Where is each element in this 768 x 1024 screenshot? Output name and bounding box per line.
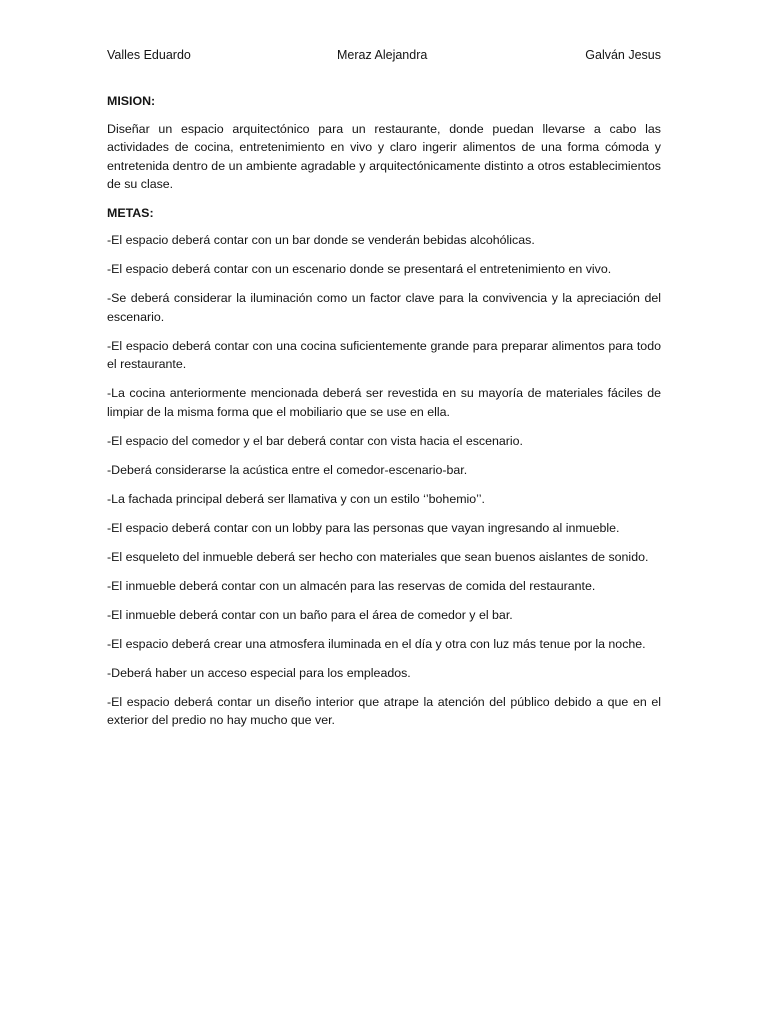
mision-heading: MISION: xyxy=(107,94,156,108)
meta-item: -El inmueble deberá contar con un almacén para las reservas de comida del restaurante. xyxy=(107,578,596,593)
meta-item: -El espacio deberá crear una atmosfera iluminada en el día y otra con luz más tenue por la noche. xyxy=(107,636,646,651)
meta-item: -El espacio deberá contar con un bar donde se venderán bebidas alcohólicas. xyxy=(107,233,535,247)
meta-item: -La fachada principal deberá ser llamativa y con un estilo ‘’bohemio’’. xyxy=(107,491,485,506)
meta-item: -El espacio deberá contar con una cocina suficientemente grande para preparar alimentos para todo el restaurante. xyxy=(107,338,661,371)
meta-item: -Se deberá considerar la iluminación como un factor clave para la convivencia y la apreciación del escenario. xyxy=(107,291,661,324)
metas-list xyxy=(107,231,661,730)
author-header xyxy=(107,46,661,64)
meta-item: -El espacio del comedor y el bar deberá contar con vista hacia el escenario. xyxy=(107,433,523,448)
author-name: Valles Eduardo xyxy=(107,48,191,62)
meta-item: -La cocina anteriormente mencionada deberá ser revestida en su mayoría de materiales fáciles de limpiar de la misma forma que el mobiliario que se use en ella. xyxy=(107,386,661,419)
mision-text: Diseñar un espacio arquitectónico para un restaurante, donde puedan llevarse a cabo las actividades de cocina, entretenimiento en vivo y claro ingerir alimentos de una forma cómoda y entretenida dentro de un ambiente agradable y arquitectónicamente distinto a otros establecimientos de su clase. xyxy=(107,121,661,191)
meta-item: -El inmueble deberá contar con un baño para el área de comedor y el bar. xyxy=(107,607,513,622)
meta-item: -El espacio deberá contar con un lobby para las personas que vayan ingresando al inmueble. xyxy=(107,520,620,535)
meta-item: -Deberá considerarse la acústica entre el comedor-escenario-bar. xyxy=(107,462,468,477)
meta-item: -El esqueleto del inmueble deberá ser hecho con materiales que sean buenos aislantes de sonido. xyxy=(107,549,649,564)
metas-heading: METAS: xyxy=(107,205,154,220)
document-body xyxy=(107,92,661,740)
author-name: Galván Jesus xyxy=(585,48,661,62)
meta-item: -El espacio deberá contar con un escenario donde se presentará el entretenimiento en vivo. xyxy=(107,262,612,276)
meta-item: -Deberá haber un acceso especial para los empleados. xyxy=(107,665,411,680)
meta-item: -El espacio deberá contar un diseño interior que atrape la atención del público debido a que en el exterior del predio no hay mucho que ver. xyxy=(107,694,661,727)
author-name: Meraz Alejandra xyxy=(337,48,428,62)
